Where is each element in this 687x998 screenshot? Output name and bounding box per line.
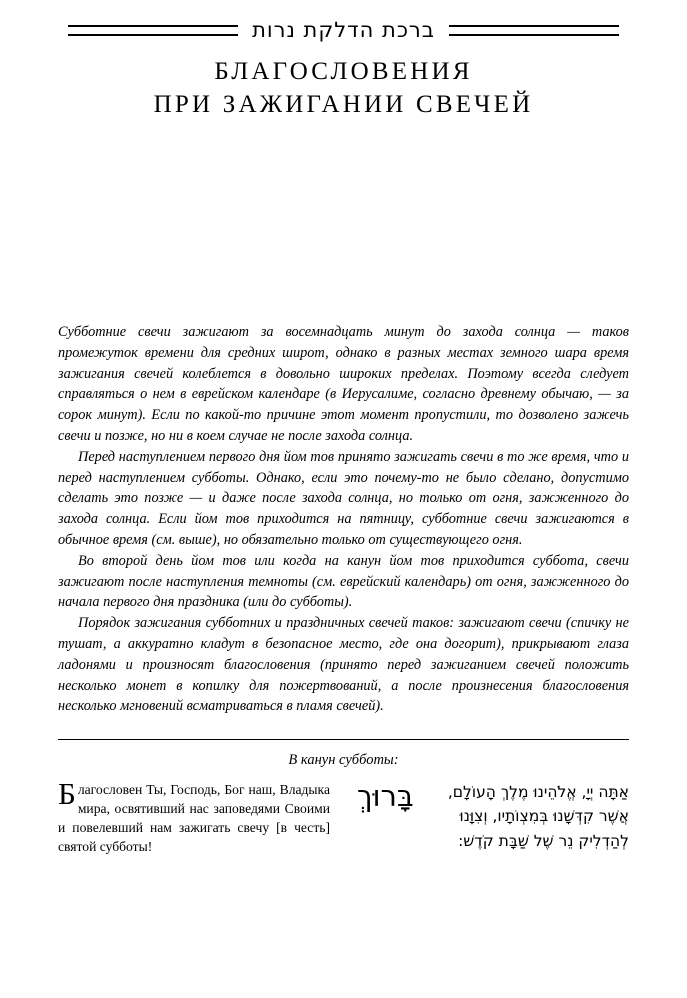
header	[58, 18, 629, 121]
section-divider	[58, 739, 629, 740]
blessing-hebrew	[357, 780, 629, 853]
blessing-hebrew-line: לְהַדְלִיק נֵר שֶׁל שַׁבָּת קֹדֶשׁ:	[458, 831, 629, 850]
dropcap: Б	[58, 776, 76, 811]
body-paragraph: Перед наступлением первого дня йом тов принято зажигать свечи в то же время, что и перед наступлением субботы. Однако, если это почему-то не было сделано, допустимо сделать это позже — и даже после захода солнца, но только от огня, зажженного до захода солнца. Если йом тов приходится на пятницу, субботние свечи зажигаются в обычное время (см. выше), но обязательно только от существующего огня.	[58, 448, 629, 548]
hebrew-title-row	[58, 18, 629, 42]
body-text	[58, 322, 629, 717]
blessing-block	[58, 776, 629, 856]
blessing-hebrew-bigword: בָּרוּךְ	[357, 779, 414, 813]
blessing-russian	[58, 776, 330, 856]
page-title-line-2: ПРИ ЗАЖИГАНИИ СВЕЧЕЙ	[153, 90, 534, 118]
blessing-russian-text: лагословен Ты, Господь, Бог наш, Владыка мира, освятивший нас заповедями Своими и повелевший нам зажигать свечу [в честь] святой субботы!	[58, 782, 330, 855]
page-title	[58, 56, 629, 121]
rule-left	[68, 25, 238, 36]
body-paragraph: Порядок зажигания субботних и праздничных свечей таков: зажигают свечи (спичку не тушат, а аккуратно кладут в безопасное место, где она догорит), прикрывают глаза ладонями и произносят благословения (принято перед зажиганием свечей положить несколько монет в копилку для пожертвований, а после произнесения благословения несколько мгновений всматриваться в пламя свечей).	[58, 615, 629, 715]
page-title-line-1: БЛАГОСЛОВЕНИЯ	[214, 58, 473, 85]
body-paragraph: Во второй день йом тов или когда на канун йом тов приходится суббота, свечи зажигают после наступления темноты (см. еврейский календарь) от огня, зажженного до начала первого дня праздника (или до субботы).	[58, 552, 629, 611]
blessing-hebrew-line: אֲשֶׁר קִדְּשָׁנוּ בְּמִצְוֹתָיו, וְצִוָּנוּ	[459, 807, 629, 826]
blessing-hebrew-line: אַתָּה יְיָ, אֱלֹהֵינוּ מֶלֶךְ הָעוֹלָם,	[447, 783, 629, 801]
blessing-hebrew-lines	[422, 780, 629, 853]
hebrew-title: ברכת הדלקת נרות	[252, 18, 435, 42]
rule-right	[449, 25, 619, 36]
body-paragraph: Субботние свечи зажигают за восемнадцать минут до захода солнца — таков промежуток времени для средних широт, однако в разных местах земного шара время зажигания свечей колеблется в довольно широких пределах. Поэтому всегда следует справляться о нем в еврейском календаре (в Иерусалиме, согласно древнему обычаю, — за сорок минут). Если по какой-то причине этот момент пропустили, то дозволено зажечь свечи и позже, но ни в коем случае не после захода солнца.	[58, 324, 629, 444]
section-subheading: В канун субботы:	[288, 752, 399, 768]
